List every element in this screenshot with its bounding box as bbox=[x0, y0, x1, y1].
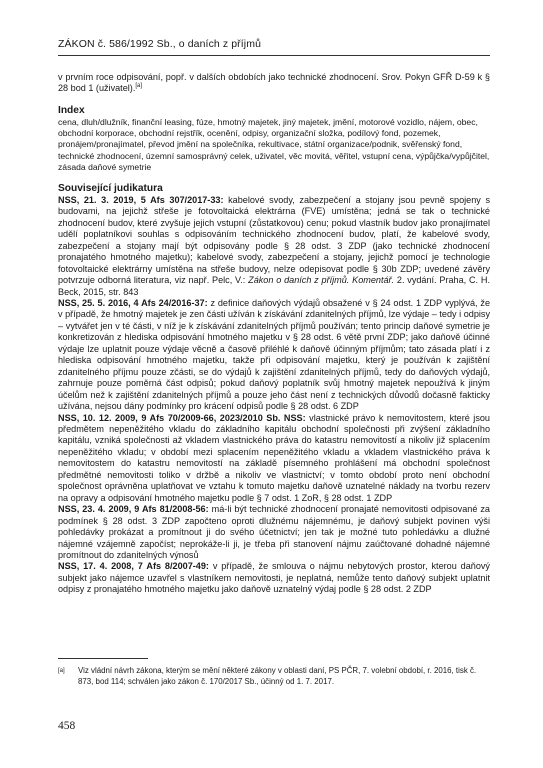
index-text: cena, dluh/dlužník, finanční leasing, fúze, hmotný majetek, jiný majetek, jmění, motorové vozidlo, nájem, obec, obchodní korporace, obchodní rejstřík, ocenění, odpisy, organizační složka, podílový fond, pozemek, pronájem/pronajímatel, převod jmění na společníka, rekultivace, státní organizace/podnik, svěřenský fond, technické zhodnocení, územní samosprávný celek, uživatel, věc movitá, věřitel, vstupní cena, výpůjčka/vypůjčitel, zásada daňové symetrie bbox=[58, 116, 490, 172]
footnote bbox=[58, 666, 490, 688]
main-content bbox=[58, 72, 490, 596]
case-reference: NSS, 21. 3. 2019, 5 Afs 307/2017-33: bbox=[58, 194, 224, 205]
case-entry bbox=[58, 413, 490, 505]
running-head: ZÁKON č. 586/1992 Sb., o daních z příjmů bbox=[58, 38, 262, 50]
case-entry bbox=[58, 504, 490, 561]
case-entry bbox=[58, 561, 490, 595]
case-source-title: Zákon o daních z příjmů. Komentář. bbox=[248, 275, 395, 286]
case-text: kabelové svody, zabezpečení a stojany jsou pevně spojeny s budovami, na jejichž střeše je fotovoltaická elektrárna (FVE) umístěna; jedná se tak o technické zhodnocení budov, které zvyšuje jejich vstupní (zůstatkovou) cenu; pokud vlastník budov jako pronajímatel udělí poplatníkovi souhlas s odpisováním technického zhodnocení budov, platí, že kabelové svody, zabezpečení a stojany mají být odpisovány podle § 28 odst. 3 ZDP (jako technické zhodnocení pronajatého hmotného majetku); kabelové svody, zabezpečení a stojany, jejichž pomocí je technologie fotovoltaické elektrárny umístěna na střeše budovy, nelze odepisovat podle § 30b ZDP; uvedené závěry potvrzuje odborná literatura, viz např. Pelc, V.: bbox=[58, 194, 490, 286]
footnote-text: Viz vládní návrh zákona, kterým se mění některé zákony v oblasti daní, PS PČR, 7. volební období, r. 2016, tisk č. 873, bod 114; schválen jako zákon č. 170/2017 Sb., účinný od 1. 7. 2017. bbox=[78, 666, 477, 686]
case-text: z definice daňových výdajů obsažené v § 24 odst. 1 ZDP vyplývá, že v případě, že hmotný majetek je zen části užíván k získávání zdanitelných příjmů, lze výdaje – tedy i odpisy – vytvářet jen v té části, v níž je k získávání zdanitelných příjmů používán; tento princip daňové symetrie je konkretizován z hlediska odpisování hmotného majetku v § 28 odst. 6 větě první ZDP; jako daňově účinné výdaje lze uplatnit pouze výdaje věcně a časově přiléhlé k daňově účinným příjmům; tato zásada platí i z hlediska odpisování hmotného majetku, takže při odpisování majetku, který je používán k zajištění zdanitelného příjmu pouze zčásti, se do výdajů k zajištění zdanitelných příjmů, tedy do daňových výdajů, zahrnuje pouze poměrná část odpisů; pokud daňový poplatník svůj hmotný majetek nepoužívá k jiným účelům než k zajištění zdanitelných příjmů a pouze jeho část není z technických důvodů dočasně fakticky užívána, nejsou dány podmínky pro krácení odpisů podle § 28 odst. 6 ZDP bbox=[58, 298, 490, 412]
case-reference: NSS, 25. 5. 2016, 4 Afs 24/2016-37: bbox=[58, 298, 208, 308]
case-source-rest: 2. vydání. Praha, C. H. Beck, 2015, str. 843 bbox=[58, 275, 490, 297]
header-rule bbox=[58, 55, 490, 56]
footnote-reference: [a] bbox=[135, 83, 143, 90]
judikatura-heading: Související judikatura bbox=[58, 182, 163, 194]
page-number: 458 bbox=[58, 720, 76, 732]
footnote-mark: [a] bbox=[58, 668, 65, 674]
case-text: v případě, že smlouva o nájmu nebytových prostor, kterou daňový subjekt jako nájemce uzavřel s vlastníkem nemovitosti, je neplatná, nemůže tento daňový subjekt uplatnit odpisy z pronajatého hmotného majetku jako daňově uznatelný výdaj podle § 28 odst. 2 ZDP bbox=[58, 561, 490, 595]
case-entry bbox=[58, 195, 490, 298]
case-text: má-li být technické zhodnocení pronajaté nemovitosti odpisované za podmínek § 28 odst. 3 ZDP započteno oproti dlužnému nájemnému, je daňový subjekt povinen výši pohledávky prokázat a promítnout ji do svého účetnictví; jen tak je možné tuto pohledávku a dlužné nájemné vzájemně započíst; neprokáže-li ji, je třeba při stanovení nájmu zaúčtované dohadné nájemné promítnout do zdanitelných výnosů bbox=[58, 504, 490, 560]
intro-text: v prvním roce odpisování, popř. v dalších obdobích jako technické zhodnocení. Srov. Pokyn GFŘ D-59 k § 28 bod 1 (uživatel). bbox=[58, 72, 490, 94]
case-reference: NSS, 10. 12. 2009, 9 Afs 70/2009-66, 2023/2010 Sb. NSS: bbox=[58, 412, 306, 423]
case-reference: NSS, 17. 4. 2008, 7 Afs 8/2007-49: bbox=[58, 561, 209, 572]
case-entry bbox=[58, 298, 490, 413]
footnote-rule bbox=[58, 658, 148, 659]
case-text: vlastnické právo k nemovitostem, které jsou předmětem nepeněžitého vkladu do základního kapitálu obchodní společnosti při zvýšení základního kapitálu, vzniká společnosti až vkladem vlastnického práva do katastru nemovitostí a nikoliv již splacením nepeněžitého vkladu; v období mezi splacením nepeněžitého vkladu a vkladem vlastnického práva k nemovitostem do katastru nemovitostí na základě písemného prohlášení má obchodní společnost předmětné nemovitosti toliko v držbě a nikoliv ve vlastnictví; v tomto období proto není obchodní společnost oprávněna uplatňovat ve vztahu k tomuto majetku daňově uznatelné náklady na tvorbu rezerv na opravy a odpisování hmotného majetku podle § 7 odst. 1 ZoR, § 28 odst. 1 ZDP bbox=[58, 412, 490, 503]
intro-paragraph bbox=[58, 72, 490, 95]
case-reference: NSS, 23. 4. 2009, 9 Afs 81/2008-56: bbox=[58, 504, 209, 515]
index-heading: Index bbox=[58, 104, 85, 116]
